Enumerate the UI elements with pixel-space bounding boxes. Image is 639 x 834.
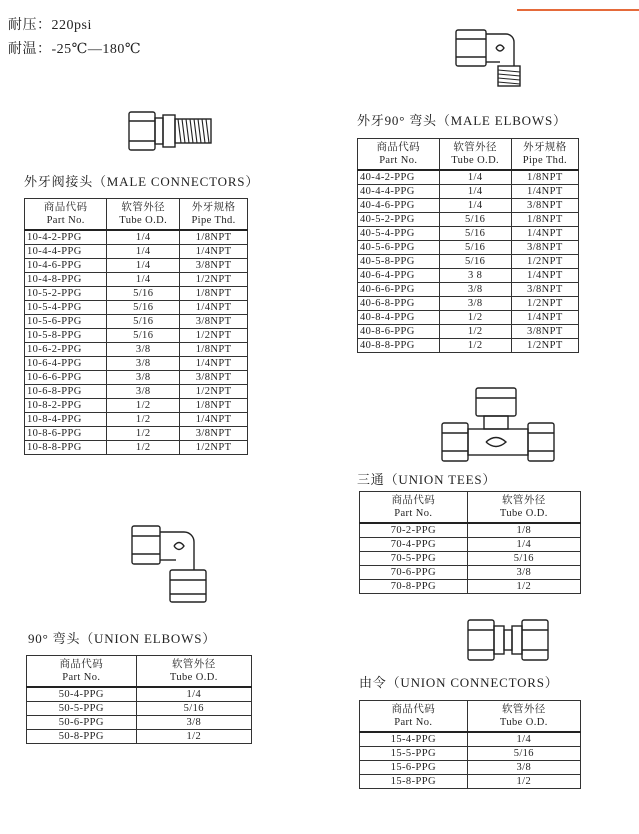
table-row (25, 441, 248, 455)
table-row (25, 371, 248, 385)
part-number-cell: 10-6-8-PPG (25, 385, 107, 399)
part-number-cell: 50-6-PPG (27, 716, 137, 730)
pipe-thread-cell: 1/4NPT (180, 357, 248, 371)
column-header-cn: 商品代码 (43, 202, 88, 213)
table-row (25, 343, 248, 357)
tube-od-cell: 1/4 (439, 170, 511, 185)
tube-od-cell: 1/4 (107, 259, 180, 273)
pipe-thread-cell: 1/8NPT (180, 287, 248, 301)
table-header-row (358, 139, 579, 171)
column-header-cn: 外牙规格 (523, 142, 567, 153)
part-number-cell: 40-4-6-PPG (358, 199, 440, 213)
part-number-cell: 50-4-PPG (27, 687, 137, 702)
pipe-thread-cell: 1/2NPT (511, 255, 578, 269)
table-row (358, 283, 579, 297)
table-row (358, 199, 579, 213)
part-number-cell: 10-6-4-PPG (25, 357, 107, 371)
table-row (27, 702, 252, 716)
column-header-cn: 商品代码 (391, 704, 436, 715)
column-header-pipe-thd (180, 199, 248, 231)
table-header-row (27, 656, 252, 688)
table-row (358, 241, 579, 255)
tube-od-cell: 3/8 (107, 357, 180, 371)
tube-od-cell: 3/8 (107, 343, 180, 357)
pipe-thread-cell: 1/2NPT (511, 339, 578, 353)
part-number-cell: 40-5-2-PPG (358, 213, 440, 227)
tube-od-cell: 1/2 (107, 427, 180, 441)
table-header-row (360, 492, 581, 524)
tube-od-cell: 5/16 (439, 241, 511, 255)
tube-od-cell: 3/8 (136, 716, 251, 730)
pipe-thread-cell: 1/8NPT (511, 213, 578, 227)
table-row (25, 273, 248, 287)
table-row (27, 716, 252, 730)
tube-od-cell: 1/2 (107, 413, 180, 427)
part-number-cell: 40-8-8-PPG (358, 339, 440, 353)
part-number-cell: 70-4-PPG (360, 538, 468, 552)
column-header-cn: 软管外径 (502, 704, 546, 715)
tube-od-cell: 1/2 (467, 580, 580, 594)
tube-od-cell: 1/4 (467, 732, 580, 747)
table-row (358, 255, 579, 269)
table-row (25, 413, 248, 427)
column-header-part-no (360, 492, 468, 524)
union-connectors-title: 由令（UNION CONNECTORS） (359, 675, 559, 690)
union-tees-title: 三通（UNION TEES） (357, 472, 497, 487)
male-elbows-title: 外牙90° 弯头（MALE ELBOWS） (357, 113, 567, 128)
pipe-thread-cell: 3/8NPT (180, 315, 248, 329)
tube-od-cell: 3/8 (439, 297, 511, 311)
column-header-cn: 外牙规格 (191, 202, 236, 213)
tube-od-cell: 3/8 (107, 385, 180, 399)
table-row (25, 287, 248, 301)
part-number-cell: 10-8-8-PPG (25, 441, 107, 455)
column-header-cn: 软管外径 (502, 495, 546, 506)
tube-od-cell: 5/16 (467, 552, 580, 566)
column-header-pipe-thd (511, 139, 578, 171)
part-number-cell: 70-6-PPG (360, 566, 468, 580)
table-row (25, 427, 248, 441)
pipe-thread-cell: 3/8NPT (511, 199, 578, 213)
pipe-thread-cell: 1/4NPT (511, 269, 578, 283)
table-row (25, 357, 248, 371)
pipe-thread-cell: 1/2NPT (180, 273, 248, 287)
table-row (358, 311, 579, 325)
column-header-tube-od (107, 199, 180, 231)
pipe-thread-cell: 1/8NPT (180, 230, 248, 245)
pipe-thread-cell: 1/8NPT (180, 343, 248, 357)
table-row (360, 538, 581, 552)
part-number-cell: 10-8-4-PPG (25, 413, 107, 427)
column-header-en: Pipe Thd. (191, 215, 236, 226)
male-connector-icon (127, 108, 217, 156)
table-row (360, 747, 581, 761)
tube-od-cell: 1/2 (439, 325, 511, 339)
tube-od-cell: 1/4 (136, 687, 251, 702)
part-number-cell: 70-2-PPG (360, 523, 468, 538)
column-header-cn: 商品代码 (59, 659, 104, 670)
tube-od-cell: 1/2 (107, 399, 180, 413)
tube-od-cell: 1/2 (439, 311, 511, 325)
table-row (360, 566, 581, 580)
tube-od-cell: 5/16 (439, 213, 511, 227)
pipe-thread-cell: 3/8NPT (511, 283, 578, 297)
pressure-rating: 耐压：220psi (8, 18, 92, 33)
column-header-en: Part No. (394, 717, 433, 728)
column-header-tube-od (467, 701, 580, 733)
tube-od-cell: 1/4 (107, 245, 180, 259)
table-row (360, 523, 581, 538)
pipe-thread-cell: 1/4NPT (180, 245, 248, 259)
table-row (25, 329, 248, 343)
tube-od-cell: 1/2 (136, 730, 251, 744)
tube-od-cell: 1/2 (467, 775, 580, 789)
part-number-cell: 15-8-PPG (360, 775, 468, 789)
column-header-en: Tube O.D. (499, 508, 548, 519)
column-header-en: Part No. (46, 215, 85, 226)
part-number-cell: 10-4-8-PPG (25, 273, 107, 287)
part-number-cell: 10-6-2-PPG (25, 343, 107, 357)
union-elbows-table (26, 655, 252, 744)
male-elbow-icon (452, 26, 524, 88)
pipe-thread-cell: 1/2NPT (180, 329, 248, 343)
column-header-cn: 商品代码 (391, 495, 436, 506)
column-header-cn: 软管外径 (121, 202, 166, 213)
part-number-cell: 10-6-6-PPG (25, 371, 107, 385)
tube-od-cell: 1/4 (467, 538, 580, 552)
table-row (27, 687, 252, 702)
table-row (358, 297, 579, 311)
column-header-part-no (27, 656, 137, 688)
column-header-part-no (358, 139, 440, 171)
table-row (358, 170, 579, 185)
table-row (25, 230, 248, 245)
column-header-en: Tube O.D. (119, 215, 168, 226)
column-header-en: Pipe Thd. (522, 155, 567, 166)
part-number-cell: 10-4-6-PPG (25, 259, 107, 273)
column-header-tube-od (467, 492, 580, 524)
column-header-part-no (25, 199, 107, 231)
part-number-cell: 15-5-PPG (360, 747, 468, 761)
pipe-thread-cell: 1/4NPT (511, 227, 578, 241)
male-connectors-title: 外牙阀接头（MALE CONNECTORS） (24, 174, 260, 189)
table-row (25, 385, 248, 399)
part-number-cell: 40-8-6-PPG (358, 325, 440, 339)
pipe-thread-cell: 1/8NPT (511, 170, 578, 185)
column-header-en: Tube O.D. (169, 672, 218, 683)
part-number-cell: 70-8-PPG (360, 580, 468, 594)
pipe-thread-cell: 1/8NPT (180, 399, 248, 413)
part-number-cell: 10-4-2-PPG (25, 230, 107, 245)
table-row (360, 775, 581, 789)
part-number-cell: 15-6-PPG (360, 761, 468, 775)
union-connectors-table (359, 700, 581, 789)
tube-od-cell: 3 8 (439, 269, 511, 283)
table-row (358, 213, 579, 227)
tube-od-cell: 5/16 (107, 315, 180, 329)
union-elbows-title: 90° 弯头（UNION ELBOWS） (28, 631, 217, 646)
pipe-thread-cell: 1/2NPT (180, 441, 248, 455)
pipe-thread-cell: 3/8NPT (180, 371, 248, 385)
pipe-thread-cell: 1/4NPT (180, 413, 248, 427)
part-number-cell: 40-4-2-PPG (358, 170, 440, 185)
tube-od-cell: 5/16 (467, 747, 580, 761)
column-header-en: Tube O.D. (499, 717, 548, 728)
part-number-cell: 10-5-2-PPG (25, 287, 107, 301)
tube-od-cell: 1/2 (107, 441, 180, 455)
male-connectors-table (24, 198, 248, 455)
union-elbow-icon (130, 522, 210, 606)
part-number-cell: 50-5-PPG (27, 702, 137, 716)
column-header-tube-od (439, 139, 511, 171)
tube-od-cell: 5/16 (107, 287, 180, 301)
temperature-rating: 耐温：-25℃—180℃ (8, 42, 141, 57)
column-header-tube-od (136, 656, 251, 688)
table-row (358, 269, 579, 283)
part-number-cell: 40-5-6-PPG (358, 241, 440, 255)
table-row (25, 399, 248, 413)
part-number-cell: 40-8-4-PPG (358, 311, 440, 325)
table-header-row (25, 199, 248, 231)
tube-od-cell: 3/8 (439, 283, 511, 297)
part-number-cell: 10-5-8-PPG (25, 329, 107, 343)
part-number-cell: 40-5-8-PPG (358, 255, 440, 269)
table-row (360, 761, 581, 775)
column-header-cn: 商品代码 (376, 142, 421, 153)
tube-od-cell: 1/4 (439, 185, 511, 199)
part-number-cell: 40-5-4-PPG (358, 227, 440, 241)
part-number-cell: 40-6-8-PPG (358, 297, 440, 311)
union-tee-icon (440, 385, 556, 465)
column-header-en: Part No. (62, 672, 101, 683)
pipe-thread-cell: 1/4NPT (511, 185, 578, 199)
part-number-cell: 40-6-6-PPG (358, 283, 440, 297)
tube-od-cell: 3/8 (107, 371, 180, 385)
part-number-cell: 40-4-4-PPG (358, 185, 440, 199)
tube-od-cell: 3/8 (467, 566, 580, 580)
tube-od-cell: 1/4 (107, 273, 180, 287)
column-header-en: Part No. (379, 155, 418, 166)
pipe-thread-cell: 3/8NPT (180, 427, 248, 441)
tube-od-cell: 1/2 (439, 339, 511, 353)
column-header-en: Tube O.D. (451, 155, 500, 166)
column-header-cn: 软管外径 (172, 659, 216, 670)
table-row (360, 732, 581, 747)
table-row (25, 315, 248, 329)
tube-od-cell: 5/16 (439, 227, 511, 241)
part-number-cell: 10-5-6-PPG (25, 315, 107, 329)
tube-od-cell: 5/16 (107, 329, 180, 343)
tube-od-cell: 1/4 (107, 230, 180, 245)
part-number-cell: 10-8-2-PPG (25, 399, 107, 413)
tube-od-cell: 3/8 (467, 761, 580, 775)
part-number-cell: 15-4-PPG (360, 732, 468, 747)
table-row (25, 259, 248, 273)
table-header-row (360, 701, 581, 733)
table-row (358, 227, 579, 241)
table-row (27, 730, 252, 744)
pipe-thread-cell: 3/8NPT (511, 325, 578, 339)
column-header-part-no (360, 701, 468, 733)
column-header-cn: 软管外径 (453, 142, 497, 153)
tube-od-cell: 5/16 (107, 301, 180, 315)
union-connector-icon (466, 618, 550, 662)
tube-od-cell: 1/8 (467, 523, 580, 538)
part-number-cell: 10-5-4-PPG (25, 301, 107, 315)
pipe-thread-cell: 1/4NPT (511, 311, 578, 325)
pipe-thread-cell: 1/4NPT (180, 301, 248, 315)
tube-od-cell: 5/16 (136, 702, 251, 716)
accent-divider (517, 9, 639, 11)
table-row (25, 245, 248, 259)
table-row (358, 325, 579, 339)
table-row (358, 185, 579, 199)
part-number-cell: 10-8-6-PPG (25, 427, 107, 441)
table-row (360, 552, 581, 566)
table-row (25, 301, 248, 315)
pipe-thread-cell: 3/8NPT (180, 259, 248, 273)
pipe-thread-cell: 1/2NPT (511, 297, 578, 311)
part-number-cell: 70-5-PPG (360, 552, 468, 566)
tube-od-cell: 5/16 (439, 255, 511, 269)
tube-od-cell: 1/4 (439, 199, 511, 213)
table-row (360, 580, 581, 594)
part-number-cell: 40-6-4-PPG (358, 269, 440, 283)
part-number-cell: 50-8-PPG (27, 730, 137, 744)
pipe-thread-cell: 1/2NPT (180, 385, 248, 399)
male-elbows-table (357, 138, 579, 353)
part-number-cell: 10-4-4-PPG (25, 245, 107, 259)
table-row (358, 339, 579, 353)
pipe-thread-cell: 3/8NPT (511, 241, 578, 255)
column-header-en: Part No. (394, 508, 433, 519)
union-tees-table (359, 491, 581, 594)
